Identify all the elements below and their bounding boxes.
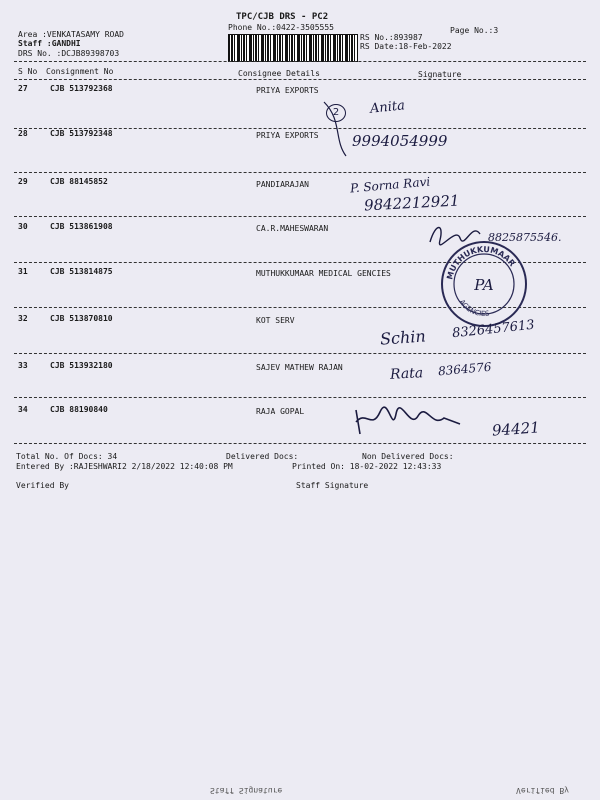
verified-by: Verified By [16, 481, 69, 490]
bleed-staff-signature: Staff Signature [210, 786, 283, 795]
row-consignment: CJB 513870810 [50, 314, 113, 323]
handwritten-phone: 9994054999 [352, 132, 448, 150]
row-sno: 28 [18, 129, 28, 138]
svg-text:AGENCIES [458, 298, 491, 318]
row-consignment: CJB 88145852 [50, 177, 108, 186]
col-signature: Signature [418, 70, 462, 79]
row-consignee: PRIYA EXPORTS [256, 131, 319, 140]
row-consignment: CJB 513932180 [50, 361, 113, 370]
stamp-initials: PA [474, 276, 494, 294]
rs-date: RS Date:18-Feb-2022 [360, 42, 452, 51]
header-rule-bottom [14, 79, 586, 80]
entered-by: Entered By :RAJESHWARI2 2/18/2022 12:40:08 PM [16, 462, 233, 471]
row-consignee: MUTHUKKUMAAR MEDICAL GENCIES [256, 269, 391, 278]
page-number: Page No.:3 [450, 26, 499, 35]
signature-stroke [322, 100, 358, 160]
row-divider [14, 216, 586, 217]
row-consignee: CA.R.MAHESWARAN [256, 224, 329, 233]
row-sno: 31 [18, 267, 28, 276]
barcode [228, 34, 358, 62]
row-consignee: KOT SERV [256, 316, 295, 325]
row-sno: 30 [18, 222, 28, 231]
stamp-bottom-text: AGENCIES [457, 298, 490, 319]
phone-number: Phone No.:0422-3505555 [228, 23, 334, 32]
circled-mark: 2 [326, 104, 346, 122]
handwritten-phone: 8326457613 [451, 317, 536, 342]
row-consignee: PANDIARAJAN [256, 180, 309, 189]
document-title: TPC/CJB DRS - PC2 [236, 12, 329, 22]
row-consignment: CJB 513792348 [50, 129, 113, 138]
delivered-docs: Delivered Docs: [226, 452, 299, 461]
non-delivered-docs: Non Delivered Docs: [362, 452, 454, 461]
area-label: Area :VENKATASAMY ROAD [18, 30, 124, 39]
header-rule-top [14, 61, 586, 62]
handwritten-phone: 8825875546. [488, 231, 562, 244]
row-consignment: CJB 513861908 [50, 222, 113, 231]
printed-on: Printed On: 18-02-2022 12:43:33 [292, 462, 442, 471]
drs-number: DRS No. :DCJB89398703 [18, 49, 120, 58]
signature: Anita [369, 98, 406, 117]
row-divider [14, 353, 586, 354]
row-consignee: RAJA GOPAL [256, 407, 305, 416]
row-consignment: CJB 88190840 [50, 405, 108, 414]
handwritten-phone: 9842212921 [363, 191, 460, 215]
row-divider [14, 397, 586, 398]
row-sno: 32 [18, 314, 28, 323]
row-consignee: PRIYA EXPORTS [256, 86, 319, 95]
handwritten-phone: 94421 [491, 418, 541, 440]
bleed-verified-by: Verified By [516, 786, 569, 795]
row-sno: 29 [18, 177, 28, 186]
row-sno: 33 [18, 361, 28, 370]
row-divider [14, 172, 586, 173]
signature: P. Sorna Ravi [349, 174, 431, 196]
row-consignee: SAJEV MATHEW RAJAN [256, 363, 343, 372]
staff-signature: Staff Signature [296, 481, 369, 490]
col-sno: S No [18, 67, 38, 76]
signature: Rata [389, 365, 424, 383]
signature: Schin [379, 326, 427, 349]
row-sno: 34 [18, 405, 28, 414]
total-docs: Total No. Of Docs: 34 [16, 452, 118, 461]
col-consignee: Consignee Details [238, 69, 320, 78]
signature-scribble [352, 400, 472, 440]
row-consignment: CJB 513792368 [50, 84, 113, 93]
company-stamp [438, 238, 530, 330]
col-consignment: Consignment No [46, 67, 114, 76]
rs-number: RS No.:893987 [360, 33, 423, 42]
row-sno: 27 [18, 84, 28, 93]
row-divider [14, 443, 586, 444]
handwritten-phone: 8364576 [437, 359, 492, 379]
row-consignment: CJB 513814875 [50, 267, 113, 276]
stamp-text: MUTHUKKUMAAR [445, 244, 517, 281]
staff-label: Staff :GANDHI [18, 39, 81, 48]
